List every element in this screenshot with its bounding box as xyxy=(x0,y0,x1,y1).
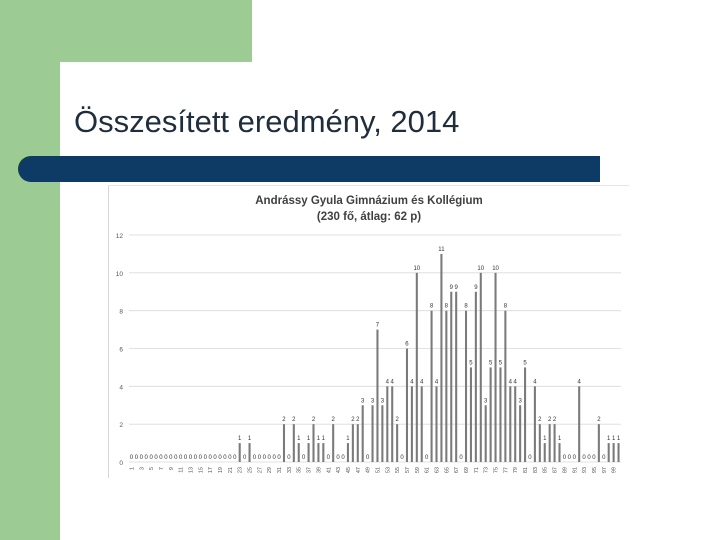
bar xyxy=(362,405,364,462)
data-label: 8 xyxy=(503,303,508,310)
bar xyxy=(347,443,349,462)
x-tick-label: 61 xyxy=(424,467,431,474)
data-label: 2 xyxy=(597,417,601,424)
bar xyxy=(283,424,285,462)
bar xyxy=(239,443,241,462)
data-label: 0 xyxy=(424,455,429,461)
bar xyxy=(293,424,295,462)
x-tick-label: 35 xyxy=(296,467,303,474)
bar xyxy=(475,292,477,462)
bar xyxy=(435,386,437,462)
data-label: 0 xyxy=(208,455,212,461)
chart-subtitle: (230 fő, átlag: 62 p) xyxy=(316,211,422,223)
data-label: 0 xyxy=(400,455,404,461)
data-label: 0 xyxy=(139,455,143,461)
bar xyxy=(554,424,556,462)
y-tick-label: 0 xyxy=(119,460,123,467)
x-tick-label: 93 xyxy=(582,467,589,474)
bar xyxy=(613,443,615,462)
bar xyxy=(519,405,521,462)
bar xyxy=(440,254,442,462)
x-tick-label: 59 xyxy=(414,467,421,474)
y-tick-label: 8 xyxy=(119,308,123,316)
data-label: 0 xyxy=(252,455,257,461)
bar xyxy=(411,386,413,462)
x-tick-label: 43 xyxy=(336,467,343,474)
bar xyxy=(509,386,511,462)
bar xyxy=(332,424,334,462)
bar xyxy=(312,424,314,462)
data-label: 0 xyxy=(572,455,576,461)
data-label: 0 xyxy=(567,455,572,461)
data-label: 9 xyxy=(454,284,458,291)
bar xyxy=(396,424,398,462)
data-label: 1 xyxy=(247,436,252,443)
x-tick-label: 55 xyxy=(395,467,402,474)
x-tick-label: 31 xyxy=(277,467,284,474)
data-label: 1 xyxy=(543,436,547,443)
data-label: 3 xyxy=(361,398,365,405)
data-label: 0 xyxy=(262,455,266,461)
x-tick-label: 75 xyxy=(493,467,500,474)
data-label: 0 xyxy=(459,455,463,461)
data-label: 4 xyxy=(513,379,517,386)
x-tick-label: 3 xyxy=(139,467,146,471)
bar xyxy=(249,443,251,462)
data-label: 2 xyxy=(292,417,296,424)
data-label: 0 xyxy=(183,455,188,461)
bar xyxy=(431,311,433,462)
x-tick-label: 41 xyxy=(326,467,333,474)
bar xyxy=(544,443,546,462)
data-label: 6 xyxy=(405,341,409,348)
x-tick-label: 97 xyxy=(601,467,608,474)
slide-title: Összesített eredmény, 2014 xyxy=(74,104,460,139)
data-label: 0 xyxy=(188,455,193,461)
x-tick-label: 81 xyxy=(523,467,530,474)
x-tick-label: 45 xyxy=(345,467,352,474)
bar xyxy=(504,311,506,462)
data-label: 10 xyxy=(413,265,421,272)
bar xyxy=(495,273,497,462)
bar xyxy=(416,273,418,462)
x-tick-label: 57 xyxy=(404,467,411,474)
x-tick-label: 33 xyxy=(286,467,293,474)
data-label: 0 xyxy=(267,455,271,461)
data-label: 0 xyxy=(129,455,134,461)
x-tick-label: 7 xyxy=(158,467,165,471)
bar xyxy=(450,292,452,462)
data-label: 0 xyxy=(203,455,207,461)
x-tick-label: 99 xyxy=(611,467,618,474)
data-label: 9 xyxy=(474,284,478,291)
x-tick-label: 63 xyxy=(434,467,441,474)
bar xyxy=(558,443,560,462)
bars xyxy=(239,254,620,462)
data-label: 1 xyxy=(297,436,301,443)
data-label: 0 xyxy=(159,455,163,461)
data-label: 1 xyxy=(238,436,242,443)
data-label: 0 xyxy=(154,455,158,461)
x-tick-label: 13 xyxy=(188,467,195,474)
bar xyxy=(539,424,541,462)
data-label: 10 xyxy=(492,265,499,272)
data-label: 0 xyxy=(562,455,567,461)
bar xyxy=(308,443,310,462)
x-tick-label: 15 xyxy=(198,467,205,474)
x-tick-label: 19 xyxy=(218,467,225,474)
data-label: 0 xyxy=(592,455,596,461)
x-tick-label: 69 xyxy=(464,467,471,474)
bar xyxy=(455,292,457,462)
data-label: 5 xyxy=(488,360,493,367)
data-label: 0 xyxy=(365,455,370,461)
bar xyxy=(578,386,580,462)
data-label: 0 xyxy=(582,455,586,461)
x-tick-label: 89 xyxy=(562,467,569,474)
x-tick-label: 39 xyxy=(316,467,323,474)
data-label: 1 xyxy=(607,436,611,443)
x-tick-label: 23 xyxy=(237,467,244,474)
bar xyxy=(376,330,378,462)
x-tick-label: 91 xyxy=(572,467,579,474)
data-label: 5 xyxy=(498,360,503,367)
data-label: 8 xyxy=(464,303,468,310)
y-tick-label: 4 xyxy=(119,384,123,392)
bar xyxy=(322,443,324,462)
data-label: 0 xyxy=(587,455,591,461)
data-label: 2 xyxy=(356,417,360,424)
data-label: 2 xyxy=(395,417,399,424)
data-label: 1 xyxy=(316,436,321,443)
data-label: 1 xyxy=(557,436,562,443)
x-tick-label: 77 xyxy=(503,467,510,474)
data-label: 2 xyxy=(311,417,316,424)
data-label: 2 xyxy=(552,417,557,424)
bar xyxy=(499,367,501,462)
bar xyxy=(514,386,516,462)
data-label: 4 xyxy=(420,379,424,386)
bar xyxy=(524,367,526,462)
data-label: 0 xyxy=(193,455,198,461)
data-label: 4 xyxy=(577,379,581,386)
y-tick-label: 2 xyxy=(119,422,123,430)
data-label: 0 xyxy=(242,455,247,461)
data-label: 3 xyxy=(380,398,385,405)
x-tick-label: 11 xyxy=(178,467,185,473)
data-label: 0 xyxy=(178,455,183,461)
data-label: 8 xyxy=(429,303,434,310)
data-label: 1 xyxy=(616,436,621,443)
data-label: 0 xyxy=(218,455,222,461)
x-tick-label: 87 xyxy=(552,467,559,474)
bar xyxy=(480,273,482,462)
data-label: 2 xyxy=(547,417,552,424)
data-label: 0 xyxy=(134,455,139,461)
data-label: 2 xyxy=(538,417,542,424)
data-label: 4 xyxy=(508,379,512,386)
data-label: 5 xyxy=(469,360,473,367)
x-tick-label: 27 xyxy=(257,467,264,474)
data-label: 0 xyxy=(164,455,168,461)
x-tick-label: 29 xyxy=(267,467,274,474)
bar xyxy=(598,424,600,462)
x-tick-label: 53 xyxy=(385,467,392,474)
x-tick-label: 67 xyxy=(454,467,461,474)
data-label: 4 xyxy=(385,379,389,386)
data-label: 0 xyxy=(174,455,178,461)
bar xyxy=(352,424,354,462)
data-label: 0 xyxy=(198,455,203,461)
data-label: 0 xyxy=(341,455,345,461)
x-tick-label: 5 xyxy=(149,467,156,471)
bar xyxy=(421,386,423,462)
bar xyxy=(608,443,610,462)
y-tick-label: 12 xyxy=(115,233,123,240)
data-label: 4 xyxy=(434,379,439,386)
data-label: 7 xyxy=(375,322,380,329)
bar xyxy=(406,349,408,463)
data-label: 0 xyxy=(233,455,237,461)
x-tick-label: 17 xyxy=(208,467,215,474)
bar xyxy=(618,443,620,462)
chart-title: Andrássy Gyula Gimnázium és Kollégium xyxy=(255,195,483,207)
data-label: 0 xyxy=(326,455,330,461)
data-label: 2 xyxy=(282,417,286,424)
bar xyxy=(381,405,383,462)
data-label: 0 xyxy=(602,455,606,461)
grid-lines xyxy=(129,235,621,462)
bar xyxy=(298,443,300,462)
data-labels xyxy=(130,247,621,461)
bar xyxy=(534,386,536,462)
data-label: 1 xyxy=(346,436,350,443)
bar xyxy=(386,386,388,462)
data-label: 5 xyxy=(523,360,527,367)
green-accent-strip xyxy=(0,0,60,540)
x-tick-label: 9 xyxy=(168,467,175,471)
data-label: 2 xyxy=(331,417,335,424)
x-tick-label: 37 xyxy=(306,467,313,474)
y-tick-label: 6 xyxy=(119,346,123,354)
x-tick-label: 71 xyxy=(473,467,480,474)
y-tick-label: 10 xyxy=(115,270,123,278)
x-tick-label: 65 xyxy=(444,467,451,474)
data-label: 10 xyxy=(477,265,485,272)
bar xyxy=(465,311,467,462)
bar xyxy=(490,367,492,462)
x-tick-label: 1 xyxy=(129,467,136,471)
data-label: 3 xyxy=(484,398,488,405)
data-label: 0 xyxy=(336,455,340,461)
bar xyxy=(372,405,374,462)
data-label: 8 xyxy=(444,303,449,310)
data-label: 1 xyxy=(306,436,311,443)
x-tick-label: 95 xyxy=(591,467,598,474)
data-label: 4 xyxy=(533,379,537,386)
data-label: 1 xyxy=(611,436,616,443)
x-tick-label: 51 xyxy=(375,467,382,474)
bar xyxy=(470,367,472,462)
data-label: 9 xyxy=(449,284,453,291)
data-label: 0 xyxy=(528,455,532,461)
data-label: 0 xyxy=(228,455,232,461)
x-tick-label: 79 xyxy=(513,467,520,474)
data-label: 4 xyxy=(410,379,414,386)
data-label: 0 xyxy=(301,455,306,461)
data-label: 0 xyxy=(287,455,291,461)
data-label: 0 xyxy=(169,455,173,461)
x-tick-label: 85 xyxy=(542,467,549,474)
data-label: 3 xyxy=(518,398,522,405)
data-label: 0 xyxy=(144,455,148,461)
bar xyxy=(357,424,359,462)
bar xyxy=(445,311,447,462)
title-underline-bar xyxy=(18,156,600,182)
data-label: 0 xyxy=(213,455,217,461)
x-tick-label: 47 xyxy=(355,467,362,474)
bar xyxy=(317,443,319,462)
data-label: 1 xyxy=(321,436,326,443)
data-label: 0 xyxy=(223,455,227,461)
data-label: 11 xyxy=(438,246,445,253)
x-tick-label: 21 xyxy=(227,467,234,474)
data-label: 0 xyxy=(149,455,153,461)
data-label: 0 xyxy=(277,455,281,461)
x-tick-label: 49 xyxy=(365,467,372,474)
x-tick-label: 73 xyxy=(483,467,490,474)
x-tick-label: 83 xyxy=(532,467,539,474)
data-label: 3 xyxy=(370,398,375,405)
bar xyxy=(485,405,487,462)
chart-frame xyxy=(108,185,629,478)
data-label: 2 xyxy=(351,417,355,424)
data-label: 4 xyxy=(390,379,394,386)
bar xyxy=(549,424,551,462)
histogram-chart xyxy=(109,186,629,478)
data-label: 0 xyxy=(257,455,262,461)
x-tick-label: 25 xyxy=(247,467,254,474)
data-label: 0 xyxy=(272,455,276,461)
bar xyxy=(391,386,393,462)
